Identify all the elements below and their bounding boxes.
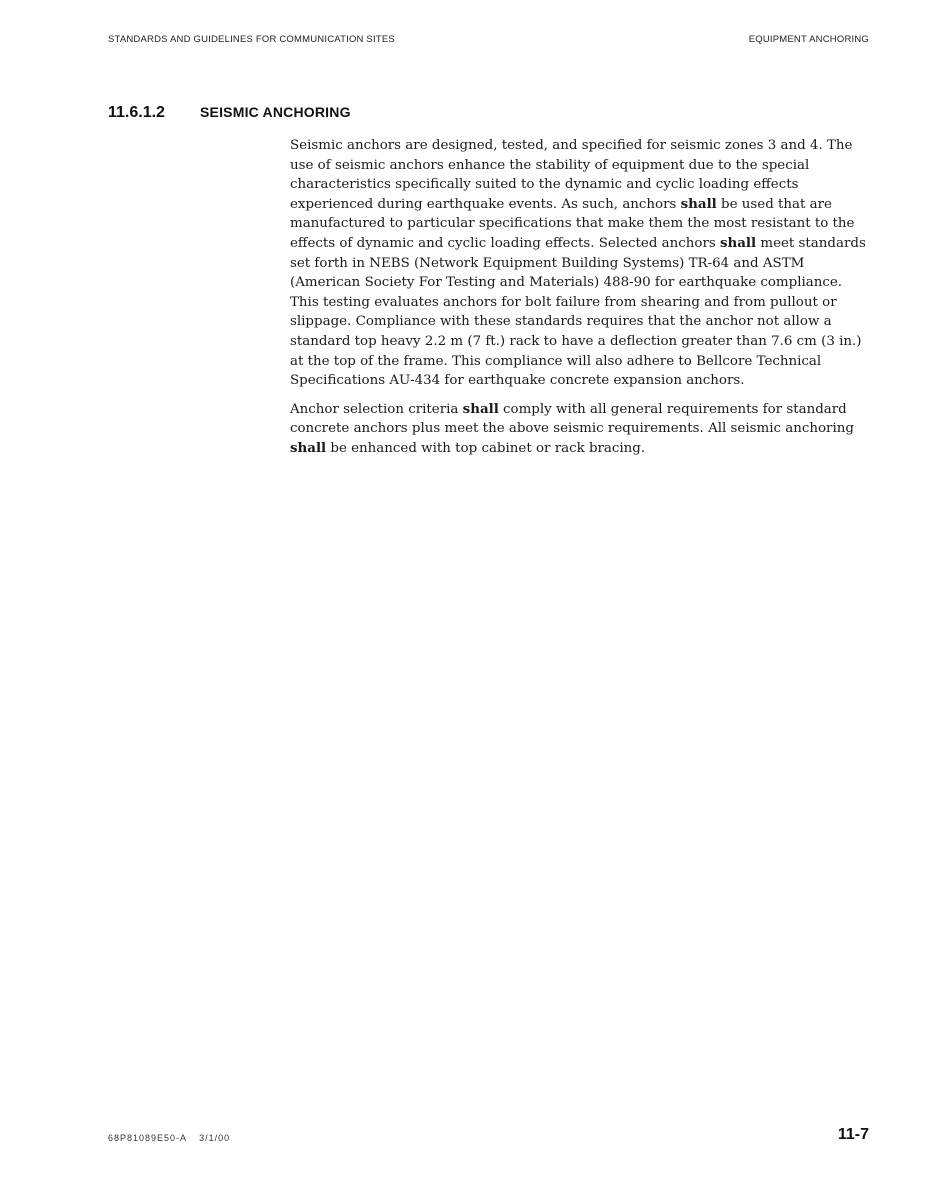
paragraph-2 — [290, 400, 870, 459]
paragraph-1-keyword-1: shall — [680, 195, 717, 212]
section-title: SEISMIC ANCHORING — [200, 104, 351, 120]
paragraph-2-keyword-2: shall — [290, 439, 327, 456]
footer-date: 3/1/00 — [199, 1133, 231, 1143]
section-heading — [108, 104, 351, 122]
header-document-title: STANDARDS AND GUIDELINES FOR COMMUNICATION SITES — [108, 34, 395, 45]
body-text — [290, 136, 870, 468]
section-number: 11.6.1.2 — [108, 104, 165, 121]
paragraph-2-keyword-1: shall — [462, 400, 499, 417]
footer-document-id: 68P81089E50-A — [108, 1133, 188, 1143]
page-number: 11-7 — [837, 1126, 869, 1143]
header-chapter-title: EQUIPMENT ANCHORING — [748, 34, 869, 45]
paragraph-1-keyword-2: shall — [719, 234, 757, 251]
paragraph-1-text-2: be used that are manufactured to particular specifications that make them the most resistant to the effects of dynamic and cyclic loading effects. Selected anchors — [290, 196, 855, 251]
paragraph-1-text-3: meet standards set forth in NEBS (Network Equipment Building Systems) TR-64 and ASTM (American Society For Testing and Materials) 488-90 for earthquake compliance. This testing evaluates anchors for bolt failure from shearing and from pullout or slippage. Compliance with these standards requires that the anchor not allow a standard top heavy 2.2 m (7 ft.) rack to have a deflection greater than 7.6 cm (3 in.) at the top of the frame. This compliance will also adhere to Bellcore Technical Specifications AU-434 for earthquake concrete expansion anchors. — [290, 235, 866, 389]
paragraph-1 — [290, 136, 870, 391]
footer-document-info — [108, 1133, 230, 1143]
paragraph-2-text-1: Anchor selection criteria — [290, 401, 463, 417]
running-header — [108, 34, 869, 50]
paragraph-1-text-1: Seismic anchors are designed, tested, and specified for seismic zones 3 and 4. The use of seismic anchors enhance the stability of equipment due to the special characteristics specifically suited to the dynamic and cyclic loading effects experienced during earthquake events. As such, anchors — [290, 138, 853, 212]
paragraph-2-text-3: be enhanced with top cabinet or rack bracing. — [326, 440, 646, 456]
paragraph-2-text-2: comply with all general requirements for standard concrete anchors plus meet the above seismic requirements. All seismic anchoring — [290, 401, 854, 437]
